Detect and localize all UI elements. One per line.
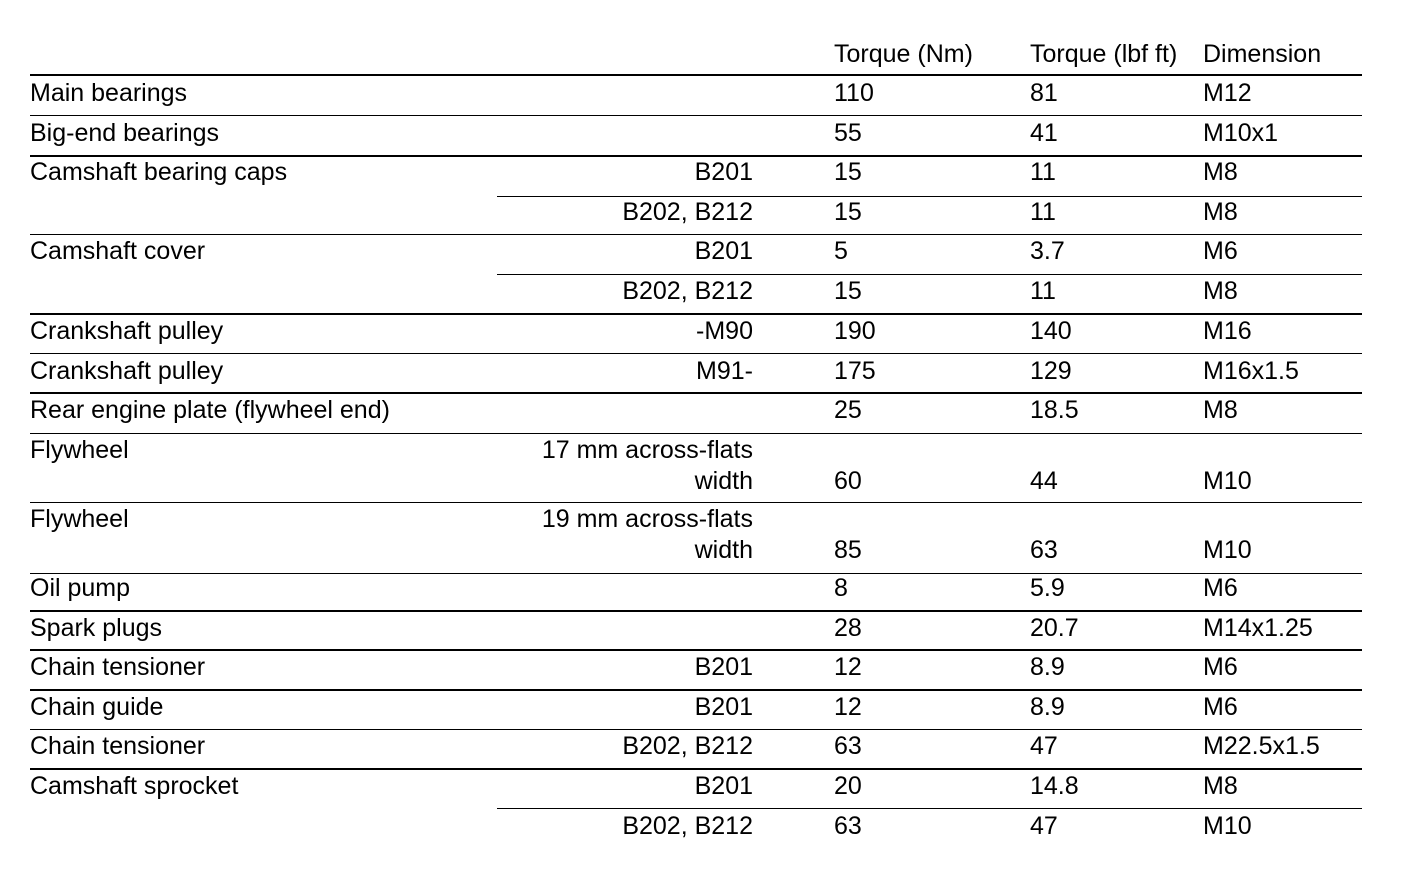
row-dimension: M8 xyxy=(1203,198,1238,226)
row-part-name: Chain guide xyxy=(30,693,164,721)
row-torque-nm: 12 xyxy=(834,653,862,681)
row-divider xyxy=(30,649,1362,651)
row-torque-nm: 28 xyxy=(834,614,862,642)
row-torque-lbf-ft: 63 xyxy=(1030,536,1058,564)
row-variant: B202, B212 xyxy=(622,198,753,226)
row-divider xyxy=(30,729,1362,730)
row-torque-lbf-ft: 11 xyxy=(1030,158,1056,186)
row-dimension: M10 xyxy=(1203,812,1252,840)
row-dimension: M6 xyxy=(1203,653,1238,681)
row-variant: width xyxy=(694,536,753,564)
row-torque-lbf-ft: 129 xyxy=(1030,357,1072,385)
row-divider xyxy=(30,392,1362,394)
row-dimension: M10x1 xyxy=(1203,119,1279,147)
header-torque-lbf-ft: Torque (lbf ft) xyxy=(1030,40,1178,68)
row-dimension: M22.5x1.5 xyxy=(1203,732,1320,760)
row-part-name: Rear engine plate (flywheel end) xyxy=(30,396,390,424)
row-divider xyxy=(30,353,1362,354)
row-divider xyxy=(30,768,1362,770)
row-dimension: M8 xyxy=(1203,396,1238,424)
row-torque-lbf-ft: 41 xyxy=(1030,119,1058,147)
row-divider xyxy=(30,610,1362,612)
row-torque-nm: 63 xyxy=(834,732,862,760)
row-part-name: Camshaft bearing caps xyxy=(30,158,288,186)
row-divider xyxy=(497,274,1362,275)
row-torque-nm: 20 xyxy=(834,772,862,800)
row-torque-nm: 60 xyxy=(834,467,862,495)
row-dimension: M6 xyxy=(1203,574,1238,602)
row-dimension: M8 xyxy=(1203,772,1238,800)
row-divider xyxy=(30,313,1362,315)
row-variant-line1: 19 mm across-flats xyxy=(541,505,753,533)
row-torque-nm: 15 xyxy=(834,158,862,186)
row-dimension: M10 xyxy=(1203,536,1252,564)
row-torque-lbf-ft: 14.8 xyxy=(1030,772,1079,800)
row-part-name: Spark plugs xyxy=(30,614,163,642)
row-torque-lbf-ft: 47 xyxy=(1030,812,1058,840)
row-part-name: Flywheel xyxy=(30,436,129,464)
row-variant: B202, B212 xyxy=(622,277,753,305)
row-torque-lbf-ft: 8.9 xyxy=(1030,653,1065,681)
row-torque-nm: 12 xyxy=(834,693,862,721)
row-torque-lbf-ft: 20.7 xyxy=(1030,614,1079,642)
row-part-name: Crankshaft pulley xyxy=(30,357,224,385)
row-torque-lbf-ft: 5.9 xyxy=(1030,574,1065,602)
row-dimension: M16x1.5 xyxy=(1203,357,1299,385)
row-variant: width xyxy=(694,467,753,495)
header-torque-nm: Torque (Nm) xyxy=(834,40,973,68)
row-dimension: M10 xyxy=(1203,467,1252,495)
row-variant: B202, B212 xyxy=(622,812,753,840)
row-divider xyxy=(497,196,1362,197)
row-variant: B201 xyxy=(694,772,753,800)
row-divider xyxy=(30,155,1362,157)
row-divider xyxy=(30,115,1362,116)
row-torque-nm: 175 xyxy=(834,357,876,385)
row-part-name: Chain tensioner xyxy=(30,653,206,681)
row-torque-nm: 63 xyxy=(834,812,862,840)
row-torque-lbf-ft: 18.5 xyxy=(1030,396,1079,424)
row-torque-nm: 110 xyxy=(834,79,874,107)
row-variant: -M90 xyxy=(696,317,753,345)
row-torque-lbf-ft: 47 xyxy=(1030,732,1058,760)
row-divider xyxy=(30,573,1362,574)
row-torque-nm: 5 xyxy=(834,237,848,265)
row-torque-nm: 8 xyxy=(834,574,848,602)
row-torque-nm: 190 xyxy=(834,317,876,345)
row-torque-lbf-ft: 8.9 xyxy=(1030,693,1065,721)
row-torque-lbf-ft: 81 xyxy=(1030,79,1058,107)
row-part-name: Crankshaft pulley xyxy=(30,317,224,345)
row-variant: B201 xyxy=(694,693,753,721)
row-variant: B201 xyxy=(694,653,753,681)
row-torque-nm: 25 xyxy=(834,396,862,424)
row-dimension: M16 xyxy=(1203,317,1252,345)
row-variant: B201 xyxy=(694,237,753,265)
row-dimension: M14x1.25 xyxy=(1203,614,1313,642)
row-variant: M91- xyxy=(696,357,753,385)
row-part-name: Camshaft sprocket xyxy=(30,772,239,800)
row-torque-nm: 55 xyxy=(834,119,862,147)
row-dimension: M12 xyxy=(1203,79,1252,107)
row-part-name: Chain tensioner xyxy=(30,732,206,760)
row-part-name: Camshaft cover xyxy=(30,237,206,265)
row-variant: B202, B212 xyxy=(622,732,753,760)
row-divider xyxy=(30,502,1362,503)
row-divider xyxy=(30,433,1362,434)
row-dimension: M6 xyxy=(1203,693,1238,721)
row-dimension: M8 xyxy=(1203,158,1238,186)
header-dimension: Dimension xyxy=(1203,40,1322,68)
row-torque-nm: 15 xyxy=(834,277,862,305)
row-torque-lbf-ft: 140 xyxy=(1030,317,1072,345)
row-dimension: M8 xyxy=(1203,277,1238,305)
row-divider xyxy=(497,808,1362,809)
row-part-name: Oil pump xyxy=(30,574,131,602)
row-divider xyxy=(30,74,1362,76)
row-variant: B201 xyxy=(694,158,753,186)
row-variant-line1: 17 mm across-flats xyxy=(541,436,753,464)
row-divider xyxy=(30,234,1362,235)
row-torque-lbf-ft: 11 xyxy=(1030,198,1056,226)
row-dimension: M6 xyxy=(1203,237,1238,265)
row-torque-nm: 85 xyxy=(834,536,862,564)
row-part-name: Big-end bearings xyxy=(30,119,220,147)
row-torque-lbf-ft: 3.7 xyxy=(1030,237,1065,265)
row-torque-lbf-ft: 11 xyxy=(1030,277,1056,305)
row-divider xyxy=(30,689,1362,691)
row-part-name: Flywheel xyxy=(30,505,129,533)
row-torque-lbf-ft: 44 xyxy=(1030,467,1058,495)
row-torque-nm: 15 xyxy=(834,198,862,226)
row-part-name: Main bearings xyxy=(30,79,188,107)
